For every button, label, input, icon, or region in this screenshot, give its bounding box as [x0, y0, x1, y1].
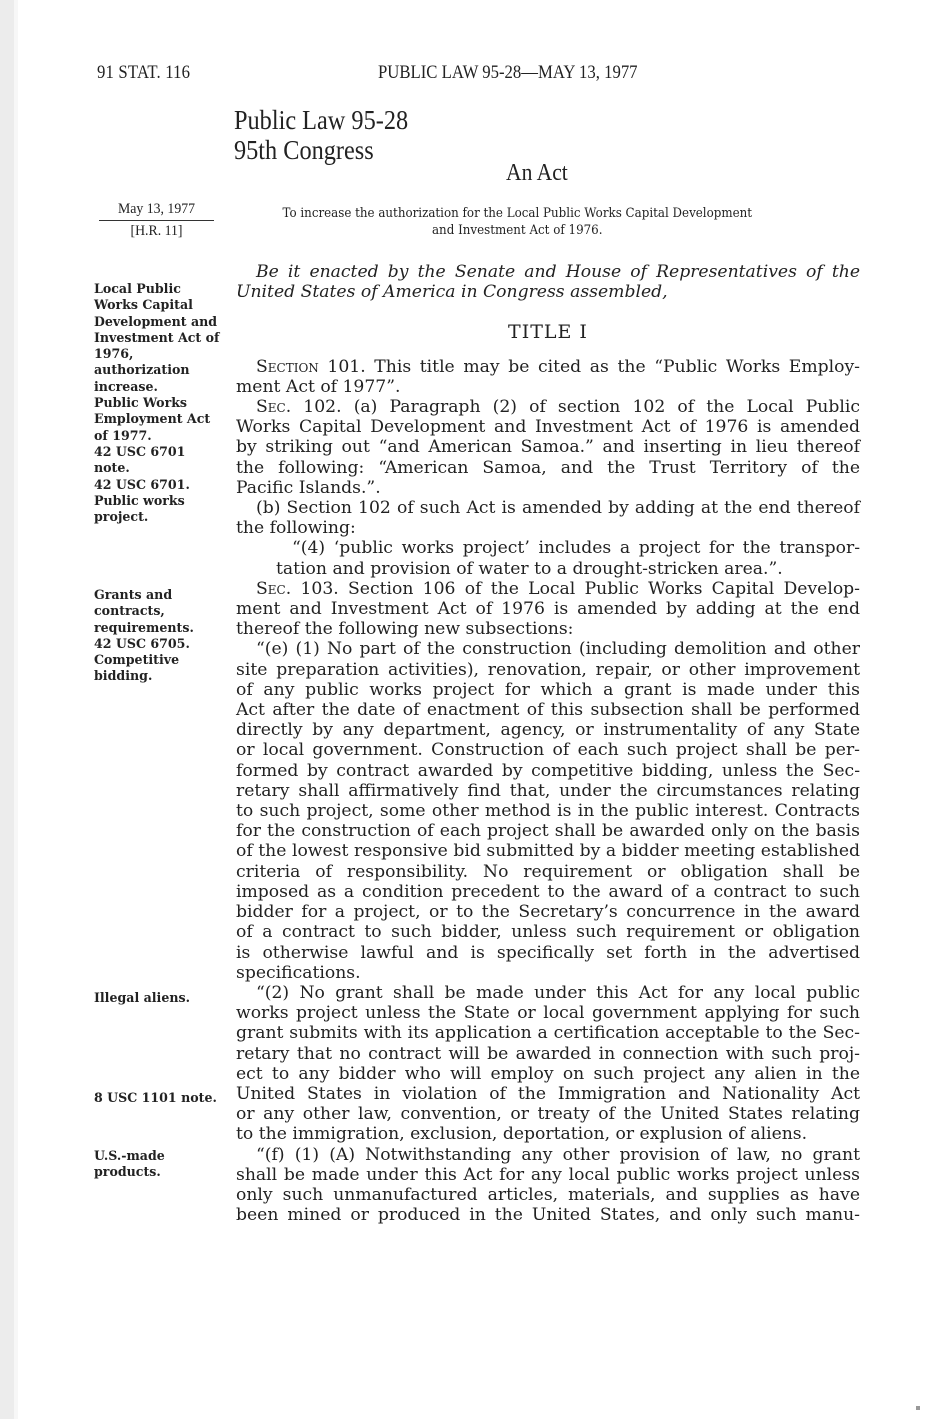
title-heading: TITLE I: [508, 321, 588, 344]
margin-note: Competitive: [94, 652, 180, 668]
act-purpose: [236, 205, 799, 239]
subsection-e1: site preparation activities), renovation, repair, or other improvement: [236, 659, 860, 680]
quoted-paragraph-4: “(4) ‘public works project’ includes a project for the transpor-: [292, 538, 860, 559]
subsection-e2: or any other law, convention, or treaty of the United States relating: [236, 1104, 860, 1125]
enacting-clause: United States of America in Congress assembled,: [236, 282, 668, 303]
law-title-block: [234, 105, 408, 165]
subsection-f1: been mined or produced in the United States, and only such manu-: [236, 1205, 860, 1226]
subsection-e2: to the immigration, exclusion, deportation, or explusion of aliens.: [236, 1124, 808, 1145]
subsection-f1: “(f) (1) (A) Notwithstanding any other provision of law, no grant: [256, 1144, 860, 1165]
subsection-e1: for the construction of each project shall be awarded only on the basis: [236, 821, 860, 842]
subsection-e1: or local government. Construction of each such project shall be per-: [236, 740, 860, 761]
subsection-f1: shall be made under this Act for any local public works project unless: [236, 1164, 860, 1185]
margin-note-usc-8: [94, 1090, 234, 1106]
subsection-e1: retary shall affirmatively find that, under the circumstances relating: [236, 780, 860, 801]
section-101: Section 101. This title may be cited as the “Public Works Employ-: [256, 356, 860, 377]
page-edge-shadow: [0, 0, 14, 1419]
subsection-e2: United States in violation of the Immigration and Nationality Act: [236, 1083, 860, 1104]
section-102-b: the following:: [236, 518, 356, 539]
enacting-clause: Be it enacted by the Senate and House of Representatives of the: [256, 262, 860, 282]
subsection-e2: ect to any bidder who will employ on such project any alien in the: [236, 1063, 860, 1084]
section-label: Sec.: [256, 578, 292, 599]
margin-note: U.S.-made: [94, 1148, 165, 1163]
margin-notes-group-1: [94, 281, 234, 525]
page-edge-highlight: [14, 0, 18, 1419]
subsection-e2: retary that no contract will be awarded in connection with such proj-: [236, 1043, 860, 1064]
stat-page-number: 91 STAT. 116: [97, 62, 191, 83]
subsection-e1: of a contract to such bidder, unless such requirement or obligation: [236, 922, 860, 943]
margin-note-illegal-aliens: [94, 990, 234, 1006]
subsection-e1: specifications.: [236, 962, 361, 983]
subsection-e1: imposed as a condition precedent to the award of a contract to such: [236, 881, 860, 902]
margin-note: Illegal aliens.: [94, 990, 190, 1005]
subsection-e2: grant submits with its application a certification acceptable to the Sec-: [236, 1023, 860, 1044]
running-head: PUBLIC LAW 95-28—MAY 13, 1977: [378, 62, 638, 83]
margin-note: Employment Act: [94, 411, 211, 427]
subsection-f1: only such unmanufactured articles, materials, and supplies as have: [236, 1184, 860, 1205]
margin-note: 8 USC 1101 note.: [94, 1090, 217, 1105]
subsection-e1: of any public works project for which a grant is made under this: [236, 679, 860, 700]
public-law-number: Public Law 95-28: [234, 105, 409, 135]
subsection-e1: formed by contract awarded by competitive bidding, unless the Sec-: [236, 760, 860, 781]
margin-notes-group-2: [94, 587, 234, 685]
margin-note: Investment Act of: [94, 329, 220, 345]
subsection-e1: of the lowest responsive bid submitted by a bidder meeting established: [236, 841, 860, 862]
section-102-line: the following: “American Samoa, and the Trust Territory of the: [236, 457, 860, 478]
act-body: [236, 262, 860, 1225]
margin-note: contracts,: [94, 603, 165, 619]
section-102-b: (b) Section 102 of such Act is amended by adding at the end thereof: [256, 498, 860, 519]
section-102-line: by striking out “and American Samoa.” and inserting in lieu thereof: [236, 437, 860, 458]
subsection-e1: bidder for a project, or to the Secretary’s concurrence in the award: [236, 902, 860, 923]
section-label: Sec.: [256, 397, 292, 418]
margin-note: 1976,: [94, 346, 134, 362]
section-101-line: ment Act of 1977”.: [236, 376, 401, 397]
enactment-date-box: [94, 201, 219, 240]
subsection-e2: works project unless the State or local government applying for such: [236, 1003, 860, 1024]
section-103: Sec. 103. Section 106 of the Local Public Works Capital Develop-: [256, 578, 860, 599]
margin-notes-group-3: [94, 1148, 234, 1181]
section-102: Sec. 102. (a) Paragraph (2) of section 102 of the Local Public: [256, 397, 860, 418]
margin-note: of 1977.: [94, 427, 152, 443]
margin-note: authorization: [94, 362, 190, 378]
subsection-e2: “(2) No grant shall be made under this Act for any local public: [256, 982, 860, 1003]
congress-number: 95th Congress: [234, 135, 374, 165]
section-103-line: thereof the following new subsections:: [236, 619, 574, 640]
subsection-e1: “(e) (1) No part of the construction (including demolition and other: [256, 639, 860, 660]
subsection-e1: is otherwise lawful and is specifically set forth in the advertised: [236, 942, 860, 963]
margin-note: Local Public: [94, 281, 181, 296]
margin-note: note.: [94, 460, 130, 476]
subsection-e1: criteria of responsibility. No requirement or obligation shall be: [236, 861, 860, 882]
margin-note: products.: [94, 1164, 161, 1180]
margin-note: 42 USC 6705.: [94, 635, 190, 651]
subsection-e1: to such project, some other method is in the public interest. Contracts: [236, 801, 860, 822]
section-label: Section: [256, 356, 319, 377]
enactment-date: May 13, 1977: [99, 201, 214, 221]
margin-note: increase.: [94, 378, 158, 394]
margin-note: Works Capital: [94, 297, 193, 313]
section-103-line: ment and Investment Act of 1976 is amended by adding at the end: [236, 599, 860, 620]
bill-number: [H.R. 11]: [130, 223, 183, 239]
section-102-line: Pacific Islands.”.: [236, 477, 381, 498]
margin-note: Public works: [94, 492, 185, 508]
purpose-line: To increase the authorization for the Local Public Works Capital Development: [282, 206, 753, 221]
margin-note: requirements.: [94, 619, 194, 635]
margin-note: Public Works: [94, 395, 188, 411]
margin-note: project.: [94, 509, 149, 525]
subsection-e1: directly by any department, agency, or instrumentality of any State: [236, 720, 860, 741]
subsection-e1: Act after the date of enactment of this subsection shall be performed: [236, 700, 860, 721]
quoted-paragraph-4: tation and provision of water to a drought-stricken area.”.: [276, 558, 783, 579]
purpose-line: and Investment Act of 1976.: [431, 223, 603, 238]
margin-note: bidding.: [94, 668, 153, 684]
margin-note: Grants and: [94, 587, 173, 602]
margin-note: 42 USC 6701: [94, 443, 186, 459]
margin-note: Development and: [94, 313, 218, 329]
act-label: An Act: [506, 160, 568, 186]
section-102-line: Works Capital Development and Investment Act of 1976 is amended: [236, 417, 860, 438]
margin-note: 42 USC 6701.: [94, 476, 190, 492]
scan-speck: [916, 1406, 920, 1410]
